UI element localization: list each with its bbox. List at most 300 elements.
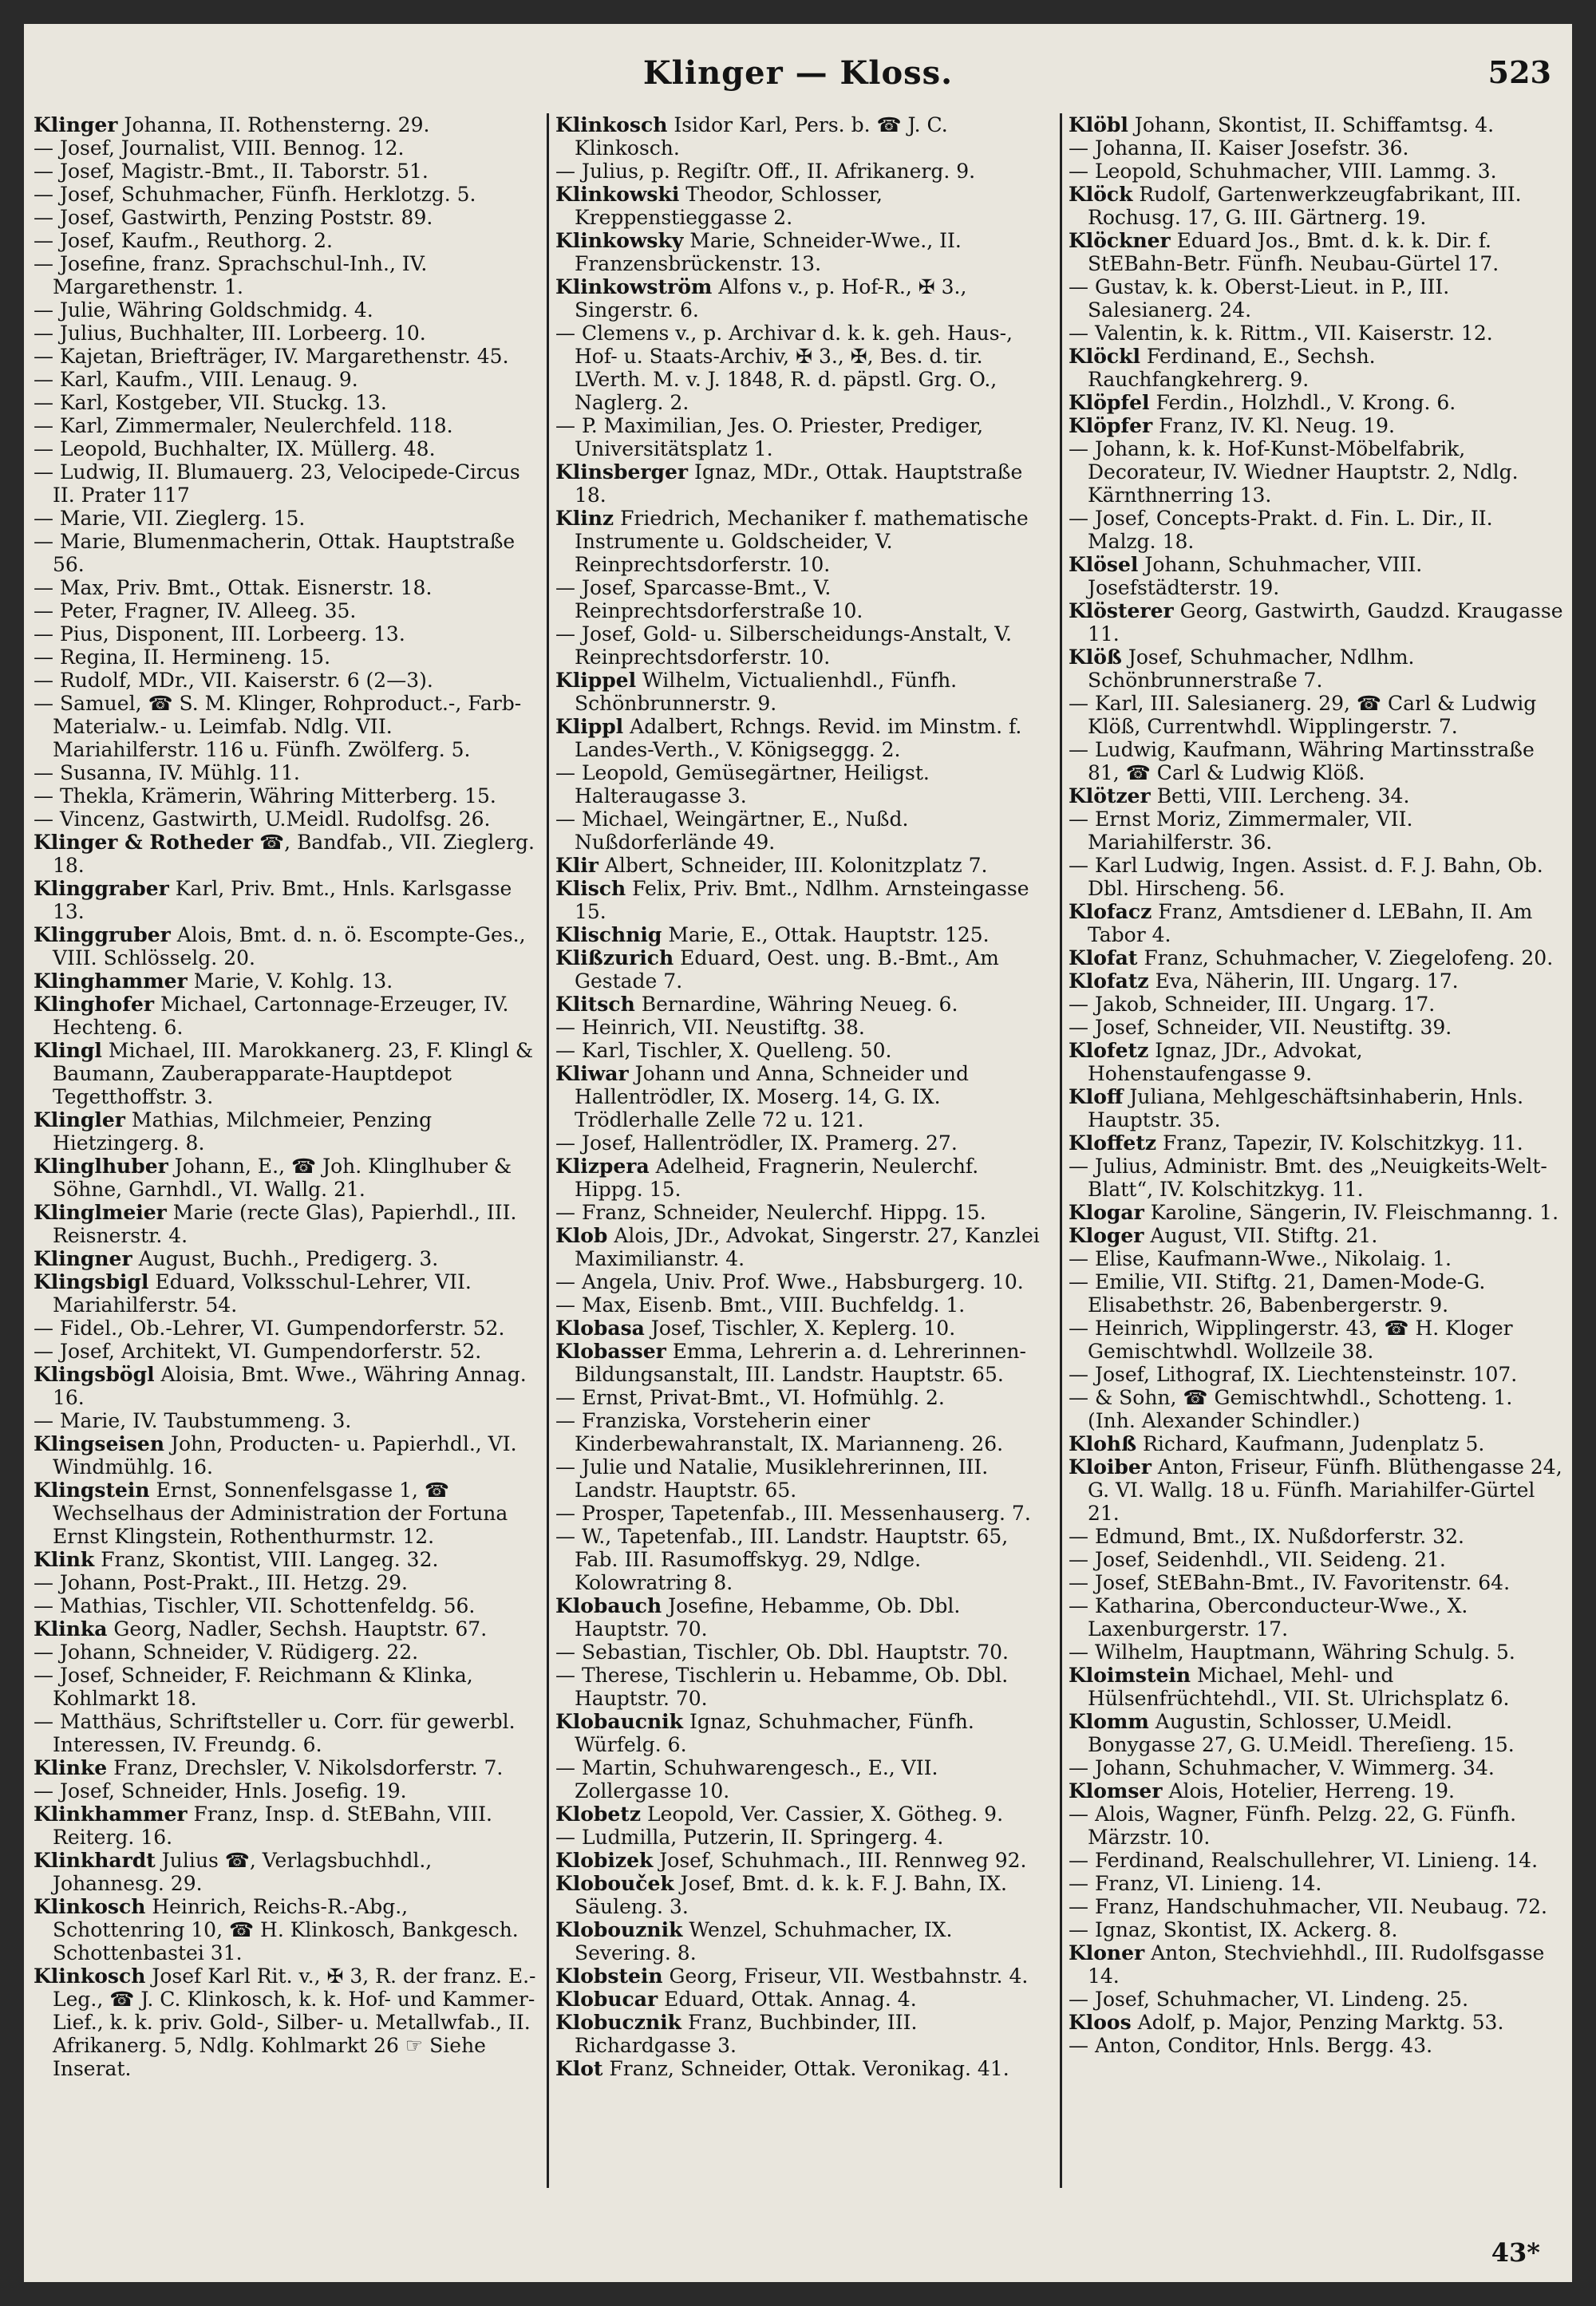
entry-surname: Klinkhammer bbox=[34, 1803, 188, 1826]
directory-entry bbox=[1069, 599, 1565, 646]
directory-entry bbox=[555, 183, 1052, 229]
directory-entry bbox=[1069, 1270, 1565, 1317]
directory-entry bbox=[34, 646, 536, 669]
entry-details: — Josef, Concepts-Prakt. d. Fin. L. Dir., II. Malzg. 18. bbox=[1069, 507, 1493, 553]
directory-entry bbox=[555, 1201, 1052, 1224]
entry-details: — Valentin, k. k. Rittm., VII. Kaiserstr. 12. bbox=[1069, 322, 1493, 345]
entry-details: — Franz, Handschuhmacher, VII. Neubaug. 72. bbox=[1069, 1895, 1547, 1918]
directory-entry bbox=[34, 160, 536, 183]
directory-entry bbox=[555, 854, 1052, 877]
directory-entry bbox=[555, 1131, 1052, 1155]
directory-entry bbox=[555, 1988, 1052, 2011]
entry-details: Adelheid, Fragnerin, Neulerchf. Hippg. 15. bbox=[575, 1155, 979, 1201]
directory-entry bbox=[34, 599, 536, 622]
directory-entry bbox=[555, 414, 1052, 460]
directory-entry bbox=[555, 1641, 1052, 1664]
directory-entry bbox=[34, 252, 536, 298]
directory-entry bbox=[555, 576, 1052, 622]
directory-entry bbox=[34, 113, 536, 136]
entry-details: — & Sohn, ☎ Gemischtwhdl., Schotteng. 1. (Inh. Alexander Schindler.) bbox=[1069, 1386, 1513, 1432]
entry-details: Marie, Schneider-Wwe., II. Franzensbrückenstr. 13. bbox=[575, 229, 962, 275]
directory-entry bbox=[555, 322, 1052, 414]
entry-details: Franz, Buchbinder, III. Richardgasse 3. bbox=[575, 2011, 918, 2057]
entry-details: — Karl, Kaufm., VIII. Lenaug. 9. bbox=[34, 368, 358, 391]
directory-entry bbox=[1069, 900, 1565, 946]
directory-entry bbox=[34, 1039, 536, 1108]
directory-entry bbox=[1069, 1779, 1565, 1803]
entry-details: — Josef, Schuhmacher, Fünfh. Herklotzg. 5. bbox=[34, 183, 476, 206]
entry-details: — Matthäus, Schriftsteller u. Corr. für gewerbl. Interessen, IV. Freundg. 6. bbox=[34, 1710, 516, 1756]
entry-surname: Klogar bbox=[1069, 1201, 1144, 1224]
directory-entry bbox=[34, 1409, 536, 1432]
entry-surname: Klißzurich bbox=[555, 946, 674, 969]
entry-details: Michael, Cartonnage-Erzeuger, IV. Hechteng. 6. bbox=[53, 993, 509, 1039]
entry-details: — Leopold, Gemüsegärtner, Heiligst. Halteraugasse 3. bbox=[555, 761, 930, 807]
entry-details: Eduard, Ottak. Annag. 4. bbox=[664, 1988, 917, 2011]
column-2 bbox=[547, 113, 1052, 2188]
directory-entry bbox=[555, 1455, 1052, 1502]
directory-entry bbox=[1069, 553, 1565, 599]
entry-details: Wilhelm, Victualienhdl., Fünfh. Schönbrunnerstr. 9. bbox=[575, 669, 958, 715]
entry-details: — Leopold, Schuhmacher, VIII. Lammg. 3. bbox=[1069, 160, 1497, 183]
entry-surname: Klinglmeier bbox=[34, 1201, 167, 1224]
entry-surname: Klöpfel bbox=[1069, 391, 1150, 414]
directory-entry bbox=[555, 1525, 1052, 1594]
entry-details: — Heinrich, VII. Neustiftg. 38. bbox=[555, 1016, 865, 1039]
entry-surname: Klobouznik bbox=[555, 1918, 683, 1941]
entry-details: Michael, Mehl- und Hülsenfrüchtehdl., VII. St. Ulrichsplatz 6. bbox=[1088, 1664, 1510, 1710]
directory-entry bbox=[34, 877, 536, 923]
entry-details: Alois, Hotelier, Herreng. 19. bbox=[1168, 1779, 1455, 1803]
entry-surname: Klinkowski bbox=[555, 183, 680, 206]
directory-entry bbox=[1069, 1664, 1565, 1710]
entry-details: — Julie, Währing Goldschmidg. 4. bbox=[34, 298, 373, 322]
entry-details: Michael, III. Marokkanerg. 23, F. Klingl & Baumann, Zauberapparate-Hauptdepot Tegetthoffstr. 3. bbox=[53, 1039, 534, 1108]
directory-entry bbox=[1069, 2011, 1565, 2034]
entry-surname: Klobetz bbox=[555, 1803, 642, 1826]
directory-entry bbox=[34, 183, 536, 206]
entry-details: — Franz, Schneider, Neulerchf. Hippg. 15. bbox=[555, 1201, 986, 1224]
entry-details: — Pius, Disponent, III. Lorbeerg. 13. bbox=[34, 622, 405, 646]
entry-surname: Klischnig bbox=[555, 923, 662, 946]
directory-entry bbox=[1069, 1988, 1565, 2011]
directory-entry bbox=[1069, 1085, 1565, 1131]
directory-entry bbox=[34, 669, 536, 692]
directory-entry bbox=[555, 1710, 1052, 1756]
entry-details: Bernardine, Währing Neueg. 6. bbox=[641, 993, 958, 1016]
entry-surname: Klinkhardt bbox=[34, 1849, 156, 1872]
entry-surname: Klir bbox=[555, 854, 598, 877]
directory-entry bbox=[34, 414, 536, 437]
directory-entry bbox=[555, 1502, 1052, 1525]
directory-entry bbox=[1069, 275, 1565, 322]
entry-surname: Klobauch bbox=[555, 1594, 662, 1617]
entry-details: Ignaz, Schuhmacher, Fünfh. Würfelg. 6. bbox=[575, 1710, 974, 1756]
entry-surname: Klippl bbox=[555, 715, 624, 738]
directory-entry bbox=[34, 1664, 536, 1710]
entry-surname: Kloiber bbox=[1069, 1455, 1152, 1479]
entry-surname: Klobasser bbox=[555, 1340, 666, 1363]
directory-entry bbox=[555, 1270, 1052, 1293]
entry-surname: Klöpfer bbox=[1069, 414, 1153, 437]
entry-details: Eduard, Volksschul-Lehrer, VII. Mariahilferstr. 54. bbox=[53, 1270, 472, 1317]
entry-surname: Klösel bbox=[1069, 553, 1139, 576]
entry-details: Josef, Schuhmacher, Ndlhm. Schönbrunnerstraße 7. bbox=[1088, 646, 1415, 692]
entry-surname: Klötzer bbox=[1069, 784, 1151, 807]
directory-entry bbox=[34, 692, 536, 761]
directory-entry bbox=[555, 1964, 1052, 1988]
entry-details: Georg, Gastwirth, Gaudzd. Kraugasse 11. bbox=[1088, 599, 1563, 646]
directory-entry bbox=[555, 877, 1052, 923]
directory-entry bbox=[34, 460, 536, 507]
directory-entry bbox=[34, 807, 536, 831]
directory-entry bbox=[1069, 160, 1565, 183]
entry-details: — Josef, Journalist, VIII. Bennog. 12. bbox=[34, 136, 405, 160]
entry-surname: Klobucar bbox=[555, 1988, 658, 2011]
entry-details: — Josef, Schneider, Hnls. Josefig. 19. bbox=[34, 1779, 407, 1803]
directory-entry bbox=[34, 1594, 536, 1617]
entry-details: — Alois, Wagner, Fünfh. Pelzg. 22, G. Fünfh. Märzstr. 10. bbox=[1069, 1803, 1517, 1849]
directory-entry bbox=[555, 1155, 1052, 1201]
directory-entry bbox=[34, 391, 536, 414]
directory-entry bbox=[555, 1016, 1052, 1039]
directory-entry bbox=[555, 229, 1052, 275]
entry-details: — Marie, Blumenmacherin, Ottak. Hauptstraße 56. bbox=[34, 530, 516, 576]
entry-details: Eduard Jos., Bmt. d. k. k. Dir. f. StEBahn-Betr. Fünfh. Neubau-Gürtel 17. bbox=[1088, 229, 1499, 275]
directory-entry bbox=[1069, 1455, 1565, 1525]
entry-surname: Klinger & Rotheder bbox=[34, 831, 254, 854]
entry-details: — Karl, Tischler, X. Quelleng. 50. bbox=[555, 1039, 892, 1062]
entry-details: — Johanna, II. Kaiser Josefstr. 36. bbox=[1069, 136, 1409, 160]
entry-details: — Rudolf, MDr., VII. Kaiserstr. 6 (2—3). bbox=[34, 669, 433, 692]
directory-entry bbox=[1069, 1594, 1565, 1641]
entry-details: — Thekla, Krämerin, Währing Mitterberg. 15. bbox=[34, 784, 496, 807]
directory-entry bbox=[34, 923, 536, 969]
directory-entry bbox=[1069, 229, 1565, 275]
entry-details: Franz, Schuhmacher, V. Ziegelofeng. 20. bbox=[1144, 946, 1554, 969]
entry-details: — Leopold, Buchhalter, IX. Müllerg. 48. bbox=[34, 437, 436, 460]
directory-entry bbox=[555, 1386, 1052, 1409]
entry-details: Julius ☎, Verlagsbuchhdl., Johannesg. 29. bbox=[53, 1849, 433, 1895]
directory-entry bbox=[1069, 1548, 1565, 1571]
directory-entry bbox=[555, 1849, 1052, 1872]
entry-details: August, VII. Stiftg. 21. bbox=[1150, 1224, 1378, 1247]
entry-details: Johanna, II. Rothensterng. 29. bbox=[124, 113, 430, 136]
directory-entry bbox=[34, 761, 536, 784]
directory-entry bbox=[1069, 1155, 1565, 1201]
entry-surname: Klinkosch bbox=[34, 1895, 146, 1918]
entry-details: — Kajetan, Briefträger, IV. Margarethenstr. 45. bbox=[34, 345, 509, 368]
entry-details: — Jakob, Schneider, III. Ungarg. 17. bbox=[1069, 993, 1436, 1016]
entry-surname: Klöckner bbox=[1069, 229, 1171, 252]
directory-entry bbox=[1069, 113, 1565, 136]
directory-entry bbox=[34, 298, 536, 322]
directory-entry bbox=[34, 345, 536, 368]
directory-entry bbox=[34, 530, 536, 576]
directory-entry bbox=[1069, 1131, 1565, 1155]
entry-surname: Klöckl bbox=[1069, 345, 1140, 368]
directory-entry bbox=[555, 1756, 1052, 1803]
entry-details: — Karl, III. Salesianerg. 29, ☎ Carl & Ludwig Klöß, Currentwhdl. Wipplingerstr. 7. bbox=[1069, 692, 1537, 738]
directory-entry bbox=[555, 1918, 1052, 1964]
entry-details: Isidor Karl, Pers. b. ☎ J. C. Klinkosch. bbox=[575, 113, 948, 160]
entry-details: — Ludwig, Kaufmann, Währing Martinsstraße 81, ☎ Carl & Ludwig Klöß. bbox=[1069, 738, 1535, 784]
entry-surname: Klob bbox=[555, 1224, 608, 1247]
entry-details: Friedrich, Mechaniker f. mathematische Instrumente u. Goldscheider, V. Reinprechtsdorferstr. 10. bbox=[575, 507, 1029, 576]
directory-entry bbox=[34, 1756, 536, 1779]
entry-details: — Vincenz, Gastwirth, U.Meidl. Rudolfsg. 26. bbox=[34, 807, 491, 831]
entry-details: Franz, Schneider, Ottak. Veronikag. 41. bbox=[609, 2057, 1009, 2080]
entry-surname: Klöß bbox=[1069, 646, 1122, 669]
directory-entry bbox=[34, 1479, 536, 1548]
directory-entry bbox=[1069, 1039, 1565, 1085]
entry-details: Franz, Amtsdiener d. LEBahn, II. Am Tabor 4. bbox=[1088, 900, 1533, 946]
entry-surname: Klobaucnik bbox=[555, 1710, 683, 1733]
directory-entry bbox=[555, 1803, 1052, 1826]
entry-surname: Klobstein bbox=[555, 1964, 663, 1988]
directory-entry bbox=[34, 622, 536, 646]
entry-surname: Klink bbox=[34, 1548, 95, 1571]
entry-surname: Klobucznik bbox=[555, 2011, 681, 2034]
entry-surname: Klofat bbox=[1069, 946, 1138, 969]
entry-details: Franz, Tapezir, IV. Kolschitzkyg. 11. bbox=[1163, 1131, 1523, 1155]
entry-details: — Therese, Tischlerin u. Hebamme, Ob. Dbl. Hauptstr. 70. bbox=[555, 1664, 1009, 1710]
directory-entry bbox=[555, 1340, 1052, 1386]
entry-details: — Angela, Univ. Prof. Wwe., Habsburgerg. 10. bbox=[555, 1270, 1024, 1293]
entry-details: Franz, Drechsler, V. Nikolsdorferstr. 7. bbox=[113, 1756, 504, 1779]
directory-entry bbox=[34, 1270, 536, 1317]
entry-details: — Ignaz, Skontist, IX. Ackerg. 8. bbox=[1069, 1918, 1398, 1941]
directory-entry bbox=[1069, 993, 1565, 1016]
entry-details: — Franz, VI. Linieng. 14. bbox=[1069, 1872, 1322, 1895]
directory-entry bbox=[555, 1293, 1052, 1317]
entry-details: — Max, Eisenb. Bmt., VIII. Buchfeldg. 1. bbox=[555, 1293, 966, 1317]
directory-entry bbox=[555, 1664, 1052, 1710]
directory-entry bbox=[1069, 969, 1565, 993]
entry-details: — Marie, IV. Taubstummeng. 3. bbox=[34, 1409, 352, 1432]
entry-details: — Susanna, IV. Mühlg. 11. bbox=[34, 761, 300, 784]
directory-entry bbox=[34, 784, 536, 807]
entry-surname: Klingl bbox=[34, 1039, 102, 1062]
entry-details: — W., Tapetenfab., III. Landstr. Hauptstr. 65, Fab. III. Rasumoffskyg. 29, Ndlge. Kolowratring 8. bbox=[555, 1525, 1009, 1594]
directory-entry bbox=[555, 622, 1052, 669]
page-header bbox=[24, 54, 1572, 102]
entry-surname: Klizpera bbox=[555, 1155, 650, 1178]
entry-details: August, Buchh., Predigerg. 3. bbox=[138, 1247, 439, 1270]
directory-entry bbox=[34, 1548, 536, 1571]
directory-entry bbox=[1069, 345, 1565, 391]
entry-details: — Ludmilla, Putzerin, II. Springerg. 4. bbox=[555, 1826, 944, 1849]
entry-details: — Elise, Kaufmann-Wwe., Nikolaig. 1. bbox=[1069, 1247, 1452, 1270]
entry-details: — Clemens v., p. Archivar d. k. k. geh. Haus-, Hof- u. Staats-Archiv, ✠ 3., ✠, Bes. d. tir. LVerth. M. v. J. 1848, R. d. päpstl. Grg. O., Naglerg. 2. bbox=[555, 322, 1013, 414]
directory-entry bbox=[1069, 854, 1565, 900]
entry-details: — Julie und Natalie, Musiklehrerinnen, III. Landstr. Hauptstr. 65. bbox=[555, 1455, 989, 1502]
entry-surname: Klohß bbox=[1069, 1432, 1137, 1455]
entry-details: — Ferdinand, Realschullehrer, VI. Linieng. 14. bbox=[1069, 1849, 1539, 1872]
directory-entry bbox=[1069, 1224, 1565, 1247]
directory-entry bbox=[34, 507, 536, 530]
entry-details: Juliana, Mehlgeschäftsinhaberin, Hnls. Hauptstr. 35. bbox=[1088, 1085, 1524, 1131]
entry-details: — Josef, Schneider, VII. Neustiftg. 39. bbox=[1069, 1016, 1452, 1039]
directory-entry bbox=[34, 969, 536, 993]
entry-details: — Josef, StEBahn-Bmt., IV. Favoritenstr. 64. bbox=[1069, 1571, 1511, 1594]
directory-entry bbox=[555, 807, 1052, 854]
directory-entry bbox=[34, 1641, 536, 1664]
directory-entry bbox=[555, 1826, 1052, 1849]
directory-entry bbox=[1069, 391, 1565, 414]
directory-entry bbox=[1069, 136, 1565, 160]
entry-details: — Edmund, Bmt., IX. Nußdorferstr. 32. bbox=[1069, 1525, 1464, 1548]
entry-details: Anton, Friseur, Fünfh. Blüthengasse 24, G. VI. Wallg. 18 u. Fünfh. Mariahilfer-Gürtel 21. bbox=[1088, 1455, 1562, 1525]
entry-details: — Josef, Lithograf, IX. Liechtensteinstr. 107. bbox=[1069, 1363, 1518, 1386]
directory-entry bbox=[34, 1317, 536, 1340]
entry-details: Ignaz, JDr., Advokat, Hohenstaufengasse 9. bbox=[1088, 1039, 1363, 1085]
directory-entry bbox=[1069, 646, 1565, 692]
directory-entry bbox=[1069, 692, 1565, 738]
page-number: 523 bbox=[1487, 54, 1551, 90]
directory-entry bbox=[555, 507, 1052, 576]
entry-details: Ignaz, MDr., Ottak. Hauptstraße 18. bbox=[575, 460, 1023, 507]
directory-entry bbox=[34, 1571, 536, 1594]
entry-surname: Klingstein bbox=[34, 1479, 150, 1502]
entry-details: Felix, Priv. Bmt., Ndlhm. Arnsteingasse 15. bbox=[575, 877, 1029, 923]
entry-surname: Klinger bbox=[34, 113, 118, 136]
entry-details: — Josef, Architekt, VI. Gumpendorferstr. 52. bbox=[34, 1340, 482, 1363]
directory-entry bbox=[1069, 414, 1565, 437]
directory-entry bbox=[34, 322, 536, 345]
entry-surname: Klinkowsky bbox=[555, 229, 684, 252]
entry-surname: Klippel bbox=[555, 669, 637, 692]
directory-entry bbox=[555, 1039, 1052, 1062]
entry-details: — Wilhelm, Hauptmann, Währing Schulg. 5. bbox=[1069, 1641, 1515, 1664]
directory-entry bbox=[1069, 1872, 1565, 1895]
entry-details: — Franziska, Vorsteherin einer Kinderbewahranstalt, IX. Marianneng. 26. bbox=[555, 1409, 1004, 1455]
entry-surname: Klingner bbox=[34, 1247, 132, 1270]
directory-entry bbox=[555, 715, 1052, 761]
directory-entry bbox=[34, 229, 536, 252]
entry-details: — Marie, VII. Zieglerg. 15. bbox=[34, 507, 306, 530]
signature-mark: 43* bbox=[1491, 2237, 1540, 2268]
directory-entry bbox=[34, 1849, 536, 1895]
entry-details: Rudolf, Gartenwerkzeugfabrikant, III. Rochusg. 17, G. III. Gärtnerg. 19. bbox=[1088, 183, 1522, 229]
entry-surname: Klofacz bbox=[1069, 900, 1152, 923]
directory-page bbox=[24, 24, 1572, 2282]
directory-entry bbox=[1069, 1317, 1565, 1363]
entry-surname: Klinz bbox=[555, 507, 614, 530]
directory-entry bbox=[1069, 946, 1565, 969]
directory-entry bbox=[555, 160, 1052, 183]
entry-details: Anton, Stechviehhdl., III. Rudolfsgasse 14. bbox=[1088, 1941, 1545, 1988]
entry-details: — Johann, Schuhmacher, V. Wimmerg. 34. bbox=[1069, 1756, 1495, 1779]
entry-details: Alois, JDr., Advokat, Singerstr. 27, Kanzlei Maximilianstr. 4. bbox=[575, 1224, 1040, 1270]
entry-surname: Klinghofer bbox=[34, 993, 155, 1016]
entry-details: — Josefine, franz. Sprachschul-Inh., IV. Margarethenstr. 1. bbox=[34, 252, 428, 298]
directory-entry bbox=[555, 2011, 1052, 2057]
entry-surname: Klinglhuber bbox=[34, 1155, 168, 1178]
entry-surname: Klinkosch bbox=[34, 1964, 146, 1988]
entry-details: — Josef, Schuhmacher, VI. Lindeng. 25. bbox=[1069, 1988, 1469, 2011]
entry-surname: Klinkowström bbox=[555, 275, 713, 298]
entry-surname: Klinsberger bbox=[555, 460, 689, 484]
entry-surname: Klobasa bbox=[555, 1317, 645, 1340]
directory-entry bbox=[555, 669, 1052, 715]
entry-details: Adalbert, Rchngs. Revid. im Minstm. f. Landes-Verth., V. Königseggg. 2. bbox=[575, 715, 1022, 761]
entry-details: Ferdinand, E., Sechsh. Rauchfangkehrerg. 9. bbox=[1088, 345, 1376, 391]
entry-surname: Klöck bbox=[1069, 183, 1133, 206]
directory-entry bbox=[1069, 1016, 1565, 1039]
directory-entry bbox=[1069, 183, 1565, 229]
directory-entry bbox=[34, 1201, 536, 1247]
entry-details: Eduard, Oest. ung. B.-Bmt., Am Gestade 7. bbox=[575, 946, 999, 993]
entry-details: Josef, Bmt. d. k. k. F. J. Bahn, IX. Säuleng. 3. bbox=[575, 1872, 1007, 1918]
entry-details: — Sebastian, Tischler, Ob. Dbl. Hauptstr. 70. bbox=[555, 1641, 1009, 1664]
entry-details: — Regina, II. Hermineng. 15. bbox=[34, 646, 331, 669]
entry-details: — Josef, Seidenhdl., VII. Seideng. 21. bbox=[1069, 1548, 1446, 1571]
directory-entry bbox=[34, 576, 536, 599]
entry-details: — Julius, Buchhalter, III. Lorbeerg. 10. bbox=[34, 322, 426, 345]
entry-details: Karl, Priv. Bmt., Hnls. Karlsgasse 13. bbox=[53, 877, 512, 923]
directory-entry bbox=[34, 206, 536, 229]
entry-details: Emma, Lehrerin a. d. Lehrerinnen-Bildungsanstalt, III. Landstr. Hauptstr. 65. bbox=[575, 1340, 1026, 1386]
entry-details: — Julius, Administr. Bmt. des „Neuigkeits-Welt-Blatt“, IV. Kolschitzkyg. 11. bbox=[1069, 1155, 1547, 1201]
entry-surname: Kliwar bbox=[555, 1062, 629, 1085]
entry-details: — Josef, Schneider, F. Reichmann & Klinka, Kohlmarkt 18. bbox=[34, 1664, 473, 1710]
entry-surname: Klobizek bbox=[555, 1849, 654, 1872]
entry-details: — Mathias, Tischler, VII. Schottenfeldg. 56. bbox=[34, 1594, 476, 1617]
entry-details: — Martin, Schuhwarengesch., E., VII. Zollergasse 10. bbox=[555, 1756, 938, 1803]
entry-details: — Josef, Gold- u. Silberscheidungs-Anstalt, V. Reinprechtsdorferstr. 10. bbox=[555, 622, 1012, 669]
directory-entry bbox=[1069, 1641, 1565, 1664]
entry-details: — Fidel., Ob.-Lehrer, VI. Gumpendorferstr. 52. bbox=[34, 1317, 505, 1340]
entry-details: Marie (recte Glas), Papierhdl., III. Reisnerstr. 4. bbox=[53, 1201, 517, 1247]
entry-details: Eva, Näherin, III. Ungarg. 17. bbox=[1155, 969, 1459, 993]
entry-details: — Josef, Sparcasse-Bmt., V. Reinprechtsdorferstraße 10. bbox=[555, 576, 863, 622]
directory-entry bbox=[34, 993, 536, 1039]
entry-surname: Klofetz bbox=[1069, 1039, 1149, 1062]
entry-details: Georg, Nadler, Sechsh. Hauptstr. 67. bbox=[113, 1617, 488, 1641]
directory-entry bbox=[1069, 738, 1565, 784]
entry-details: — Josef, Hallentrödler, IX. Pramerg. 27. bbox=[555, 1131, 958, 1155]
entry-details: Richard, Kaufmann, Judenplatz 5. bbox=[1143, 1432, 1485, 1455]
entry-details: Johann und Anna, Schneider und Hallentrödler, IX. Moserg. 14, G. IX. Trödlerhalle Zelle 72 u. 121. bbox=[575, 1062, 970, 1131]
entry-details: — Josef, Gastwirth, Penzing Poststr. 89. bbox=[34, 206, 433, 229]
entry-details: — Josef, Kaufm., Reuthorg. 2. bbox=[34, 229, 333, 252]
directory-entry bbox=[1069, 1803, 1565, 1849]
directory-entry bbox=[34, 1895, 536, 1964]
directory-entry bbox=[34, 1432, 536, 1479]
column-3 bbox=[1060, 113, 1565, 2188]
directory-entry bbox=[555, 761, 1052, 807]
entry-surname: Kloff bbox=[1069, 1085, 1124, 1108]
entry-details: Franz, IV. Kl. Neug. 19. bbox=[1159, 414, 1395, 437]
entry-surname: Klofatz bbox=[1069, 969, 1149, 993]
entry-surname: Klomser bbox=[1069, 1779, 1163, 1803]
entry-surname: Kloger bbox=[1069, 1224, 1144, 1247]
directory-entry bbox=[555, 1224, 1052, 1270]
directory-entry bbox=[34, 1155, 536, 1201]
directory-entry bbox=[1069, 507, 1565, 553]
entry-details: — Anton, Conditor, Hnls. Bergg. 43. bbox=[1069, 2034, 1433, 2057]
entry-details: Mathias, Milchmeier, Penzing Hietzingerg. 8. bbox=[53, 1108, 433, 1155]
entry-details: — Karl Ludwig, Ingen. Assist. d. F. J. Bahn, Ob. Dbl. Hirscheng. 56. bbox=[1069, 854, 1543, 900]
entry-details: — Peter, Fragner, IV. Alleeg. 35. bbox=[34, 599, 357, 622]
directory-entry bbox=[1069, 1247, 1565, 1270]
directory-entry bbox=[34, 136, 536, 160]
entry-surname: Klinghammer bbox=[34, 969, 188, 993]
directory-entry bbox=[1069, 1525, 1565, 1548]
directory-entry bbox=[34, 1803, 536, 1849]
entry-details: Leopold, Ver. Cassier, X. Götheg. 9. bbox=[646, 1803, 1004, 1826]
